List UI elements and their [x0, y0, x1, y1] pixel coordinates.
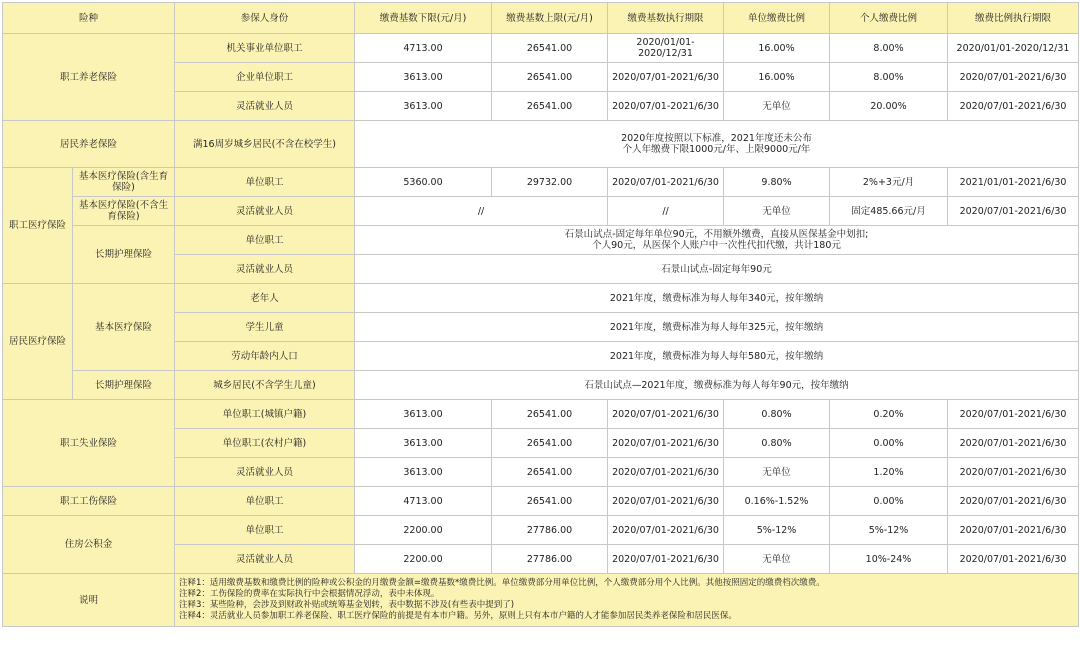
personal-rate-cell: 5%-12% [830, 516, 948, 545]
period-cell: 2020/07/01-2021/6/30 [608, 63, 724, 92]
note-cell: 2021年度，缴费标准为每人每年325元，按年缴纳 [355, 313, 1079, 342]
personal-rate-cell: 固定485.66元/月 [830, 197, 948, 226]
period-cell: 2020/07/01-2021/6/30 [608, 545, 724, 574]
subcategory-cell: 长期护理保险 [73, 226, 175, 284]
category-cell: 职工工伤保险 [3, 487, 175, 516]
header-rate-period: 缴费比例执行期限 [948, 3, 1079, 34]
table-row [3, 121, 1079, 168]
personal-rate-cell: 8.00% [830, 63, 948, 92]
header-unit-rate: 单位缴费比例 [724, 3, 830, 34]
personal-rate-cell: 0.20% [830, 400, 948, 429]
note-line: 2020年度按照以下标准，2021年度还未公布 [621, 133, 812, 144]
identity-cell: 灵活就业人员 [175, 255, 355, 284]
unit-rate-cell: 0.16%-1.52% [724, 487, 830, 516]
notes-row [3, 574, 1079, 627]
personal-rate-cell: 10%-24% [830, 545, 948, 574]
rate-period-cell: 2020/07/01-2021/6/30 [948, 458, 1079, 487]
upper-cell: 26541.00 [492, 400, 608, 429]
rate-period-cell: 2020/07/01-2021/6/30 [948, 63, 1079, 92]
upper-cell: 27786.00 [492, 545, 608, 574]
lower-cell: 2200.00 [355, 545, 492, 574]
notes-cell [175, 574, 1079, 627]
table-row [3, 371, 1079, 400]
identity-cell: 单位职工 [175, 168, 355, 197]
notes-label: 说明 [3, 574, 175, 627]
note-cell: 石景山试点—2021年度，缴费标准为每人每年90元，按年缴纳 [355, 371, 1079, 400]
period-cell: 2020/07/01-2021/6/30 [608, 168, 724, 197]
subcategory-cell: 基本医疗保险(不含生育保险) [73, 197, 175, 226]
personal-rate-cell: 2%+3元/月 [830, 168, 948, 197]
insurance-table [2, 2, 1079, 627]
identity-cell: 满16周岁城乡居民(不含在校学生) [175, 121, 355, 168]
note-line: 石景山试点-固定每年单位90元，不用额外缴费，直接从医保基金中划扣; [564, 229, 869, 240]
identity-cell: 单位职工(农村户籍) [175, 429, 355, 458]
lower-cell: 4713.00 [355, 487, 492, 516]
category-cell: 居民养老保险 [3, 121, 175, 168]
table-row [3, 197, 1079, 226]
unit-rate-cell: 16.00% [724, 63, 830, 92]
identity-cell: 劳动年龄内人口 [175, 342, 355, 371]
category-cell: 职工医疗保险 [3, 168, 73, 284]
note-cell: 2021年度，缴费标准为每人每年340元，按年缴纳 [355, 284, 1079, 313]
identity-cell: 老年人 [175, 284, 355, 313]
header-type: 险种 [3, 3, 175, 34]
unit-rate-cell: 9.80% [724, 168, 830, 197]
period-cell: // [608, 197, 724, 226]
upper-cell: 26541.00 [492, 429, 608, 458]
note-line: 注释4：灵活就业人员参加职工养老保险、职工医疗保险的前提是有本市户籍。另外，原则上只有本市户籍的人才能参加居民类养老保险和居民医保。 [179, 611, 737, 621]
unit-rate-cell: 无单位 [724, 197, 830, 226]
header-identity: 参保人身份 [175, 3, 355, 34]
identity-cell: 城乡居民(不含学生儿童) [175, 371, 355, 400]
unit-rate-cell: 0.80% [724, 400, 830, 429]
identity-cell: 灵活就业人员 [175, 545, 355, 574]
personal-rate-cell: 8.00% [830, 34, 948, 63]
unit-rate-cell: 16.00% [724, 34, 830, 63]
note-cell [355, 121, 1079, 168]
period-cell: 2020/01/01-2020/12/31 [608, 34, 724, 63]
personal-rate-cell: 0.00% [830, 429, 948, 458]
header-period: 缴费基数执行期限 [608, 3, 724, 34]
table-row [3, 516, 1079, 545]
rate-period-cell: 2020/07/01-2021/6/30 [948, 92, 1079, 121]
category-cell: 居民医疗保险 [3, 284, 73, 400]
subcategory-cell: 长期护理保险 [73, 371, 175, 400]
period-cell: 2020/07/01-2021/6/30 [608, 458, 724, 487]
lower-cell: 3613.00 [355, 458, 492, 487]
period-cell: 2020/07/01-2021/6/30 [608, 400, 724, 429]
note-line: 注释2：工伤保险的费率在实际执行中会根据情况浮动，表中未体现。 [179, 589, 440, 599]
table-row [3, 168, 1079, 197]
rate-period-cell: 2020/07/01-2021/6/30 [948, 545, 1079, 574]
header-personal-rate: 个人缴费比例 [830, 3, 948, 34]
rate-period-cell: 2020/07/01-2021/6/30 [948, 197, 1079, 226]
table-row [3, 487, 1079, 516]
category-cell: 职工失业保险 [3, 400, 175, 487]
identity-cell: 机关事业单位职工 [175, 34, 355, 63]
unit-rate-cell: 无单位 [724, 92, 830, 121]
note-cell: 石景山试点-固定每年90元 [355, 255, 1079, 284]
rate-period-cell: 2020/07/01-2021/6/30 [948, 516, 1079, 545]
header-row [3, 3, 1079, 34]
upper-cell: 26541.00 [492, 92, 608, 121]
unit-rate-cell: 无单位 [724, 545, 830, 574]
note-line: 个人90元，从医保个人账户中一次性代扣代缴，共计180元 [592, 240, 841, 251]
lower-cell: 2200.00 [355, 516, 492, 545]
identity-cell: 学生儿童 [175, 313, 355, 342]
category-cell: 住房公积金 [3, 516, 175, 574]
upper-cell: 26541.00 [492, 34, 608, 63]
table-row [3, 284, 1079, 313]
upper-cell: 26541.00 [492, 63, 608, 92]
lower-cell: 5360.00 [355, 168, 492, 197]
personal-rate-cell: 0.00% [830, 487, 948, 516]
rate-period-cell: 2021/01/01-2021/6/30 [948, 168, 1079, 197]
rate-period-cell: 2020/07/01-2021/6/30 [948, 429, 1079, 458]
period-cell: 2020/07/01-2021/6/30 [608, 92, 724, 121]
lower-cell: 4713.00 [355, 34, 492, 63]
upper-cell: 26541.00 [492, 487, 608, 516]
identity-cell: 单位职工(城镇户籍) [175, 400, 355, 429]
identity-cell: 灵活就业人员 [175, 197, 355, 226]
note-line: 注释3：某些险种，会涉及到财政补贴或统筹基金划转，表中数据不涉及(有些表中提到了) [179, 600, 515, 610]
rate-period-cell: 2020/07/01-2021/6/30 [948, 400, 1079, 429]
subcategory-cell: 基本医疗保险 [73, 284, 175, 371]
identity-cell: 灵活就业人员 [175, 92, 355, 121]
upper-cell: 26541.00 [492, 458, 608, 487]
period-cell: 2020/07/01-2021/6/30 [608, 429, 724, 458]
unit-rate-cell: 5%-12% [724, 516, 830, 545]
rate-period-cell: 2020/07/01-2021/6/30 [948, 487, 1079, 516]
table-row [3, 34, 1079, 63]
period-cell: 2020/07/01-2021/6/30 [608, 487, 724, 516]
table-row [3, 400, 1079, 429]
note-line: 个人年缴费下限1000元/年、上限9000元/年 [622, 144, 811, 155]
personal-rate-cell: 20.00% [830, 92, 948, 121]
identity-cell: 企业单位职工 [175, 63, 355, 92]
lower-cell: 3613.00 [355, 92, 492, 121]
upper-cell: 29732.00 [492, 168, 608, 197]
lower-cell: 3613.00 [355, 429, 492, 458]
header-upper: 缴费基数上限(元/月) [492, 3, 608, 34]
identity-cell: 单位职工 [175, 516, 355, 545]
category-cell: 职工养老保险 [3, 34, 175, 121]
table-row [3, 226, 1079, 255]
personal-rate-cell: 1.20% [830, 458, 948, 487]
header-lower: 缴费基数下限(元/月) [355, 3, 492, 34]
identity-cell: 单位职工 [175, 487, 355, 516]
note-cell [355, 226, 1079, 255]
identity-cell: 灵活就业人员 [175, 458, 355, 487]
subcategory-cell: 基本医疗保险(含生育保险) [73, 168, 175, 197]
unit-rate-cell: 0.80% [724, 429, 830, 458]
lower-cell: 3613.00 [355, 400, 492, 429]
rate-period-cell: 2020/01/01-2020/12/31 [948, 34, 1079, 63]
base-cell: // [355, 197, 608, 226]
unit-rate-cell: 无单位 [724, 458, 830, 487]
note-cell: 2021年度，缴费标准为每人每年580元，按年缴纳 [355, 342, 1079, 371]
period-cell: 2020/07/01-2021/6/30 [608, 516, 724, 545]
note-line: 注释1：适用缴费基数和缴费比例的险种或公积金的月缴费金额=缴费基数*缴费比例。单位缴费部分用单位比例，个人缴费部分用个人比例。其他按照固定的缴费档次缴费。 [179, 578, 825, 588]
lower-cell: 3613.00 [355, 63, 492, 92]
upper-cell: 27786.00 [492, 516, 608, 545]
identity-cell: 单位职工 [175, 226, 355, 255]
